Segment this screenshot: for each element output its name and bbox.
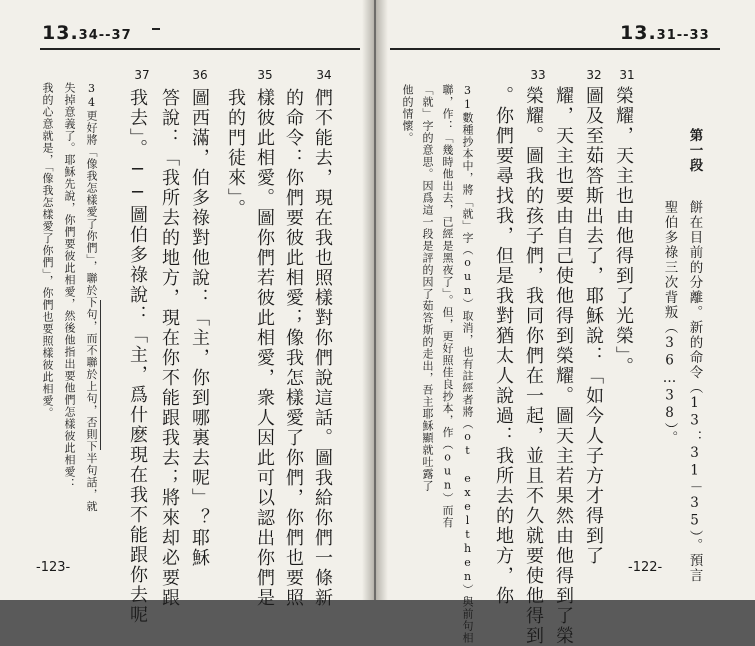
text-column: 耀，天主也要由自己使他得到榮耀。圖天主若果然由他得到了榮	[553, 86, 574, 646]
text-column: 。你們要尋找我，但是我對猶太人說過：我所去的地方，你	[493, 86, 514, 606]
text-column: 圖及至茹答斯出去了，耶穌說：「如今人子方才得到了	[583, 86, 604, 566]
text-column: 我的門徒來」。	[225, 88, 246, 219]
running-head-right-range: 31--33	[656, 28, 710, 43]
text-column: 答說：「我所去的地方，現在你不能跟我去；將來却必要跟	[159, 88, 180, 608]
footnote-column: 聯，作：「幾時他出去，已經是黑夜了」。但，更好照佳良抄本，作（oun）而有	[441, 84, 454, 529]
text-column: 榮耀，天主也由他得到了光榮」。	[613, 86, 634, 377]
verse-number-35: 35	[257, 68, 273, 82]
footnote-column: 34更好將「像我怎樣愛了你們」，聯於下句，而不聯於上句，否則下半句話，就	[85, 82, 98, 513]
section-summary: 餅在目前的分離。新的命令（13：31－35）。預言	[686, 200, 703, 584]
running-head-right	[620, 22, 710, 44]
footnote-column: 我的心意就是，「像我怎樣愛了你們」，你們也要照樣彼此相愛。	[41, 82, 54, 419]
verse-number-32: 32	[586, 68, 602, 82]
footnote-column: 「就」字的意思。因爲這一段是評的因了茹答斯的走出，吾主耶穌顯就吐露了	[421, 84, 434, 492]
section-title: 第一段	[686, 128, 703, 173]
text-column: 的命令：你們要彼此相愛；像我怎樣愛了你們，你們也要照	[283, 88, 304, 608]
text-column: 樣彼此相愛。圖你們若彼此相愛，衆人因此可以認出你們是	[254, 88, 275, 608]
text-column: 我去」。──圖伯多祿說：「主，爲什麽現在我不能跟你去呢	[127, 88, 148, 625]
text-column: 榮耀。圖我的孩子們，我同你們在一起，並且不久就要使他得到	[523, 86, 544, 646]
footnote-column: 失掉意義了。耶穌先說，你們要彼此相愛，然後他指出要他們怎樣彼此相愛：	[63, 82, 76, 490]
note-rule	[100, 300, 105, 450]
text-column: 圖西滿，伯多祿對他說：「主，你到哪裏去呢」？耶穌	[189, 88, 210, 568]
verse-number-33: 33	[530, 68, 546, 82]
book-gutter	[362, 0, 388, 600]
section-summary: 聖伯多祿三次背叛（36…38）。	[661, 200, 678, 446]
verse-number-34: 34	[316, 68, 332, 82]
verse-number-31: 31	[619, 68, 635, 82]
header-rule-right	[390, 48, 720, 50]
running-head-left	[42, 22, 132, 44]
verse-number-36: 36	[192, 68, 208, 82]
text-column: 們不能去，現在我也照樣對你們說這話。圖我給你們一條新	[312, 88, 333, 608]
page-number-right: -122-	[628, 560, 663, 575]
page-number-left: -123-	[36, 560, 71, 575]
footnote-column: 31數種抄本中，將「就」字（oun）取消，也有註經者將（ot exelthen）與前句相	[461, 84, 474, 644]
header-dash	[152, 28, 160, 30]
verse-number-37: 37	[134, 68, 150, 82]
footnote-column: 他的情懷。	[401, 84, 414, 144]
running-head-right-chapter: 13.	[620, 22, 657, 44]
header-rule-left	[40, 48, 360, 50]
running-head-left-range: 34--37	[78, 28, 132, 43]
running-head-left-chapter: 13.	[42, 22, 79, 44]
